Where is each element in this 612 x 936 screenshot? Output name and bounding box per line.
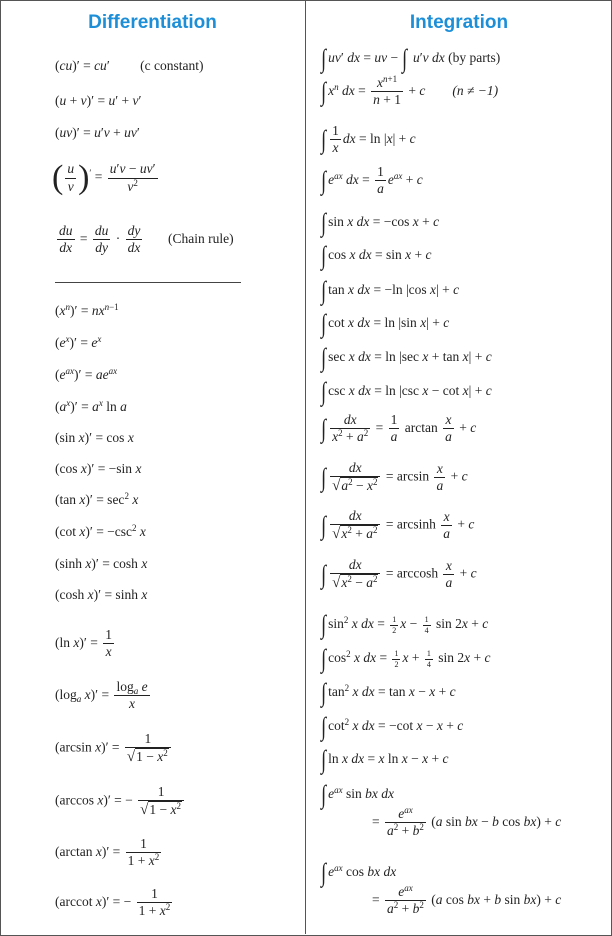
d-arctan: (arctan x)′ = $\frac{1}{1 + x^2}$	[55, 836, 160, 869]
integration-heading: Integration	[409, 12, 509, 33]
rule-quotient: ( $\frac{u}{v}$ )′ = $\frac{u'v - uv'}{v^2}$	[52, 159, 156, 196]
d-arccos: (arccos x)′ = − $\frac{1}{√1 - x^2}$	[55, 784, 186, 819]
d-sinh: (sinh x)′ = cosh x	[55, 556, 148, 571]
d-cot: (cot $x)' = -\csc^2$ x	[55, 523, 146, 539]
d-a-power: $(a^x)' = a^x$ ln a	[55, 398, 127, 414]
int-exp: ∫ $e^{ax}$ dx = $\frac{1}{a}$ $e^{ax} + c$	[321, 164, 423, 197]
separator-line	[55, 282, 241, 283]
rule-product: (uv)′ = u′v + uv′	[55, 125, 140, 140]
int-sin-squared: ∫ $\sin^2 x$ dx = $\frac{1}{2}$ x − $\frac{1}{4}$ sin 2x + c	[321, 610, 489, 639]
int-csc: ∫ csc x dx = ln |csc x − cot x| + c	[321, 377, 492, 406]
n-ne-label: (n ≠ −1)	[452, 82, 499, 98]
d-arccot: (arccot x)′ = − $\frac{1}{1 + x^2}$	[55, 886, 171, 919]
int-arctan: ∫ $\frac{dx}{x^2 + a^2}$ = $\frac{1}{a}$ arctan $\frac{x}{a}$ + c	[321, 412, 477, 445]
d-exp-ax: $(e^{ax})' = ae^{ax}$	[55, 366, 118, 382]
column-divider	[305, 0, 306, 934]
rule-sum: (u + v)′ = u′ + v′	[55, 93, 142, 108]
int-arcsin: ∫ $\frac{dx}{√a^2 - x^2}$ = arcsin $\frac{x}{a}$ + c	[321, 460, 468, 495]
int-exp-sin-lhs: ∫ $e^{ax}$ sin bx dx	[321, 780, 394, 809]
int-arccosh: ∫ $\frac{dx}{√x^2 - a^2}$ = arccosh $\frac{x}{a}$ + c	[321, 557, 477, 592]
d-ln: (ln x)′ = $\frac{1}{x}$	[55, 627, 112, 660]
int-tan: ∫ tan x dx = −ln |cos x| + c	[321, 276, 460, 305]
chain-rule-label: (Chain rule)	[168, 230, 234, 246]
int-exp-cos-rhs: = $\frac{e^{ax}}{a^2 + b^2}$ (a cos bx + b sin bx) + c	[372, 883, 562, 917]
rule-chain: $\frac{du}{dx}$ = $\frac{du}{dy}$ · $\frac{dy}{dx}$ (Chain rule)	[59, 223, 234, 256]
d-exp: $(e^x)' = e^x$	[55, 334, 102, 350]
d-sin: (sin x)′ = cos x	[55, 430, 134, 445]
int-cot: ∫ cot x dx = ln |sin x| + c	[321, 309, 450, 338]
d-cos: (cos x)′ = −sin x	[55, 461, 142, 476]
d-power: $(x^n)' = nx^{n-1}$	[55, 302, 119, 318]
int-cot-squared: ∫ $\cot^2 x$ dx = −cot x − x + c	[321, 712, 464, 741]
d-log-a: ($\log_a$ x)′ = $\frac{\log_a e}{x}$	[55, 679, 148, 712]
int-exp-sin-rhs: = $\frac{e^{ax}}{a^2 + b^2}$ (a sin bx − b cos bx) + c	[372, 805, 562, 839]
differentiation-heading: Differentiation	[88, 12, 217, 33]
rule-constant-multiple: (cu)′ = cu′ (c constant)	[55, 58, 204, 73]
int-cos: ∫ cos x dx = sin x + c	[321, 241, 432, 270]
int-tan-squared: ∫ $\tan^2 x$ dx = tan x − x + c	[321, 678, 456, 707]
int-by-parts: ∫ uv′ dx = uv − ∫ u′v dx (by parts)	[321, 44, 501, 73]
int-exp-cos-lhs: ∫ $e^{ax}$ cos bx dx	[321, 858, 397, 887]
by-parts-label: (by parts)	[448, 50, 501, 66]
d-arcsin: (arcsin x)′ = $\frac{1}{√1 - x^2}$	[55, 731, 173, 766]
int-power: ∫ $x^n$ dx = $\frac{x^{n+1}}{n + 1}$ + c (n ≠ −1)	[321, 74, 499, 108]
c-constant-label: (c constant)	[140, 58, 204, 73]
int-arcsinh: ∫ $\frac{dx}{√x^2 + a^2}$ = arcsinh $\frac{x}{a}$ + c	[321, 508, 475, 543]
int-cos-squared: ∫ $\cos^2 x$ dx = $\frac{1}{2}$ x + $\frac{1}{4}$ sin 2x + c	[321, 644, 491, 673]
d-cosh: (cosh x)′ = sinh x	[55, 587, 148, 602]
d-tan: (tan $x)' = \sec^2 x$	[55, 491, 139, 507]
int-sec: ∫ sec x dx = ln |sec x + tan x| + c	[321, 343, 492, 372]
int-sin: ∫ sin x dx = −cos x + c	[321, 208, 440, 237]
int-reciprocal: ∫ $\frac{1}{x}$ dx = ln |x| + c	[321, 123, 416, 156]
int-ln: ∫ ln x dx = x ln x − x + c	[321, 745, 449, 774]
